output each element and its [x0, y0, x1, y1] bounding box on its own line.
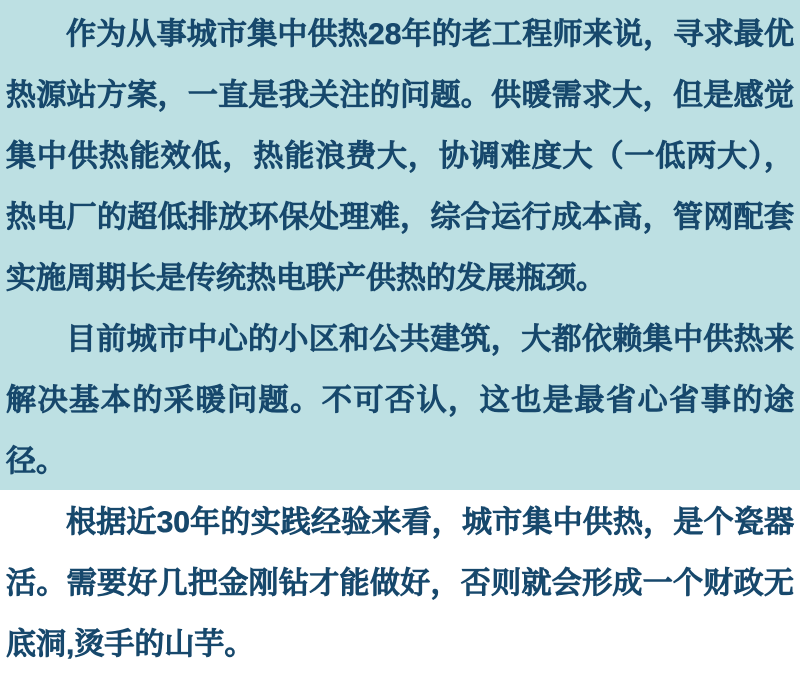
paragraph-2: 目前城市中心的小区和公共建筑，大都依赖集中供热来解决基本的采暖问题。不可否认，这也是最省心省事的途径。: [6, 323, 794, 478]
paragraph-3: 根据近30年的实践经验来看，城市集中供热，是个瓷器活。需要好几把金刚钻才能做好，否则就会形成一个财政无底洞,烫手的山芋。: [6, 506, 794, 661]
paragraph-1: 作为从事城市集中供热28年的老工程师来说，寻求最优热源站方案，一直是我关注的问题。供暖需求大，但是感觉集中供热能效低，热能浪费大，协调难度大（一低两大），热电厂的超低排放环保处理难，综合运行成本高，管网配套实施周期长是传统热电联产供热的发展瓶颈。: [6, 18, 794, 295]
